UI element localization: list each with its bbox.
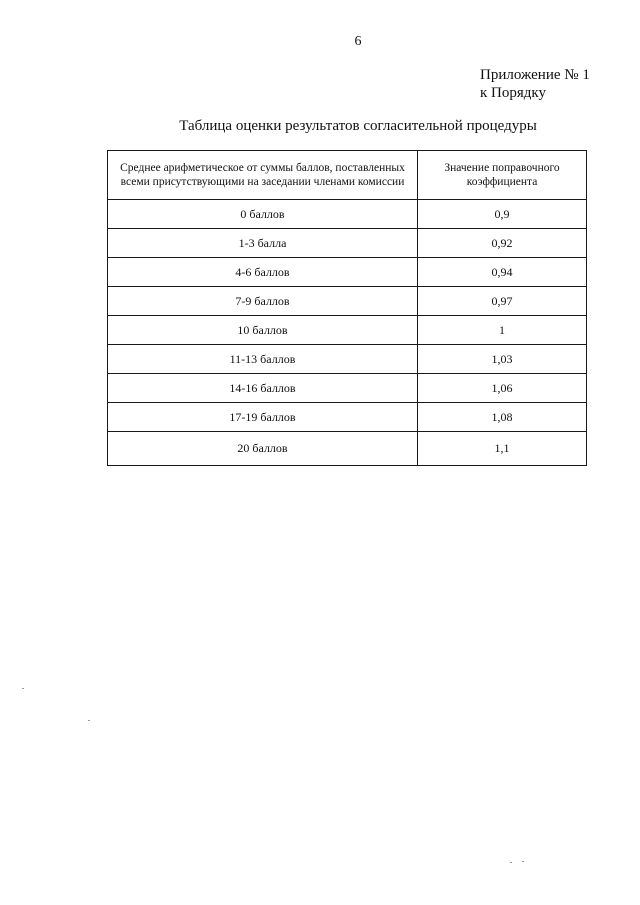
score-range-cell: 10 баллов <box>108 316 418 345</box>
coefficient-cell: 1,08 <box>418 403 587 432</box>
score-range-cell: 0 баллов <box>108 200 418 229</box>
coefficient-cell: 0,94 <box>418 258 587 287</box>
coefficient-cell: 0,92 <box>418 229 587 258</box>
table-row <box>108 432 587 466</box>
scan-speck <box>522 861 524 862</box>
score-range-cell: 7-9 баллов <box>108 287 418 316</box>
scan-speck <box>22 688 24 689</box>
coefficient-cell: 0,97 <box>418 287 587 316</box>
table-title: Таблица оценки результатов согласительной процедуры <box>179 118 537 134</box>
appendix-line-1: Приложение № 1 <box>480 67 590 83</box>
table-row <box>108 345 587 374</box>
coefficient-cell: 1 <box>418 316 587 345</box>
coefficient-cell: 1,06 <box>418 374 587 403</box>
table-header-row <box>108 151 587 200</box>
coefficient-cell: 0,9 <box>418 200 587 229</box>
table-row <box>108 316 587 345</box>
table-row <box>108 229 587 258</box>
coefficient-cell: 1,1 <box>418 432 587 466</box>
score-range-cell: 14-16 баллов <box>108 374 418 403</box>
score-range-cell: 1-3 балла <box>108 229 418 258</box>
page-number: 6 <box>354 34 362 49</box>
score-range-cell: 11-13 баллов <box>108 345 418 374</box>
table-row <box>108 258 587 287</box>
score-range-cell: 4-6 баллов <box>108 258 418 287</box>
table-row <box>108 200 587 229</box>
header-average-score: Среднее арифметическое от суммы баллов, поставленных всеми присутствующими на заседании членами комиссии <box>108 151 418 200</box>
scan-speck <box>88 720 90 721</box>
table-row <box>108 403 587 432</box>
appendix-reference <box>480 66 590 102</box>
table-row <box>108 287 587 316</box>
table-row <box>108 374 587 403</box>
appendix-line-2: к Порядку <box>480 85 546 101</box>
score-range-cell: 17-19 баллов <box>108 403 418 432</box>
scan-speck <box>510 862 512 863</box>
coefficient-cell: 1,03 <box>418 345 587 374</box>
header-coefficient: Значение поправочного коэффициента <box>418 151 587 200</box>
score-coefficient-table <box>107 150 587 466</box>
score-range-cell: 20 баллов <box>108 432 418 466</box>
